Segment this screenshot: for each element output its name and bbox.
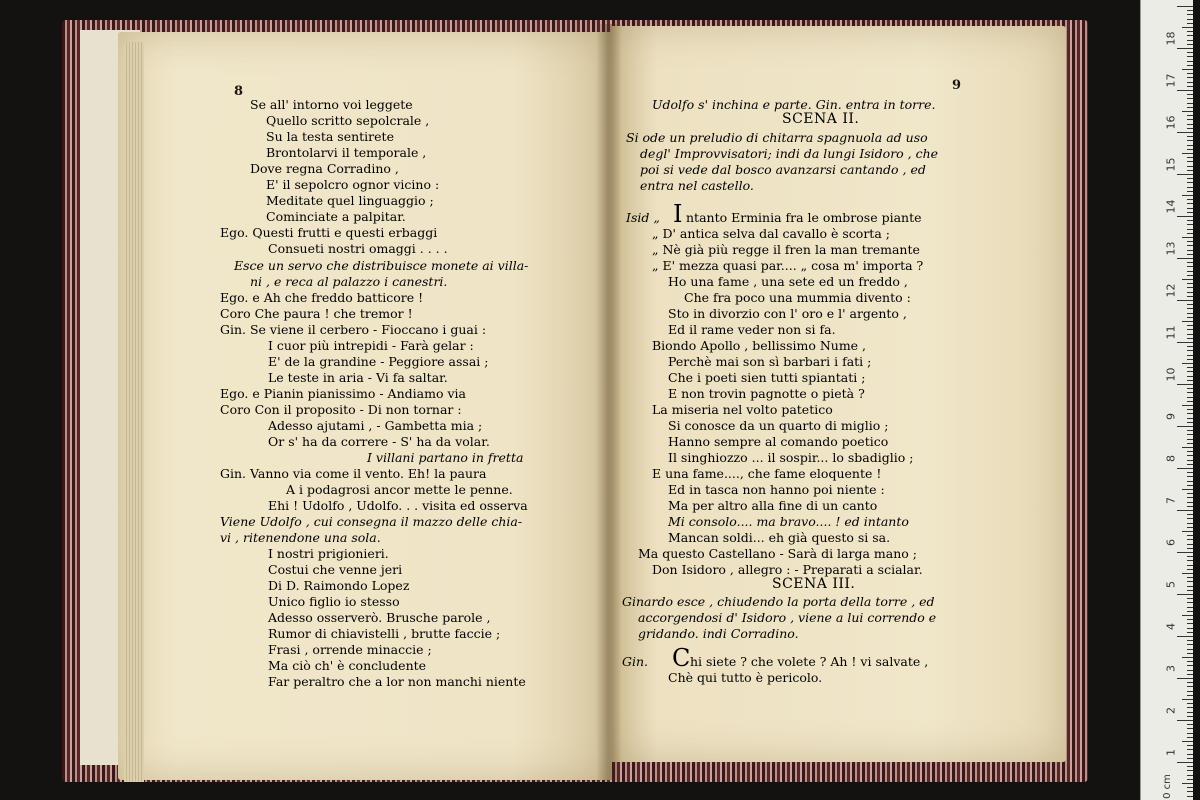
ruler-tick (1187, 119, 1193, 120)
ruler-tick (1187, 23, 1193, 24)
ruler-tick (1187, 451, 1193, 452)
ruler-tick (1187, 728, 1193, 729)
ruler-number: 3 (1164, 665, 1178, 672)
ruler-tick (1182, 489, 1193, 490)
ruler-tick (1187, 397, 1193, 398)
ruler-tick (1187, 460, 1193, 461)
speaker-label: Gin. (622, 654, 649, 669)
ruler-tick (1182, 195, 1193, 196)
text-line: Si conosce da un quarto di miglio ; (668, 418, 889, 433)
ruler-tick (1187, 548, 1193, 549)
ruler-tick (1187, 334, 1193, 335)
ruler-tick (1187, 611, 1193, 612)
ruler-tick (1187, 464, 1193, 465)
text-line: Meditate quel linguaggio ; (266, 193, 434, 208)
ruler-tick (1182, 27, 1193, 28)
stage-direction: Esce un servo che distribuisce monete ai villa- (234, 258, 529, 273)
ruler-tick (1187, 703, 1193, 704)
ruler-tick (1187, 329, 1193, 330)
ruler-tick (1187, 308, 1193, 309)
ruler-tick (1187, 73, 1193, 74)
ruler-tick (1187, 691, 1193, 692)
text-line: Mancan soldi... eh già questo si sa. (668, 530, 891, 545)
text-line: Il singhiozzo ... il sospir... lo sbadiglio ; (668, 450, 914, 465)
text-line: E non trovin pagnotte o pietà ? (668, 386, 865, 401)
ruler-tick (1187, 497, 1193, 498)
text-line: Perchè mai son sì barbari i fati ; (668, 354, 872, 369)
ruler-tick (1187, 607, 1193, 608)
stage-direction: accorgendosi d' Isidoro , viene a lui correndo e (638, 610, 937, 625)
text-line: Quello scritto sepolcrale , (266, 113, 430, 128)
text-line: Consueti nostri omaggi . . . . (268, 241, 448, 256)
text-line: Ma ciò ch' è concludente (268, 658, 427, 673)
ruler-tick (1182, 573, 1193, 574)
ruler-tick (1177, 426, 1193, 427)
stage-direction: vi , ritenendone una sola. (220, 530, 381, 545)
ruler-tick (1187, 476, 1193, 477)
ruler-number: 11 (1164, 325, 1178, 340)
text-line: Cominciate a palpitar. (266, 209, 406, 224)
text-line: „ Nè già più regge il fren la man tremante (652, 242, 920, 257)
ruler-number: 18 (1164, 31, 1178, 46)
ruler-tick (1187, 94, 1193, 95)
drop-cap: I (673, 200, 683, 228)
ruler-number: 4 (1164, 623, 1178, 630)
ruler-tick (1187, 661, 1193, 662)
ruler-tick (1187, 481, 1193, 482)
ruler-number: 13 (1164, 241, 1178, 256)
ruler-tick (1182, 447, 1193, 448)
ruler-tick (1187, 485, 1193, 486)
ruler-tick (1182, 111, 1193, 112)
ruler-tick (1187, 712, 1193, 713)
ruler-tick (1187, 749, 1193, 750)
ruler-number: 12 (1164, 283, 1178, 298)
ruler-tick (1187, 166, 1193, 167)
ruler-tick (1177, 174, 1193, 175)
ruler-tick (1177, 48, 1193, 49)
ruler-tick (1182, 279, 1193, 280)
ruler-tick (1187, 758, 1193, 759)
ruler-tick (1187, 292, 1193, 293)
ruler-tick (1187, 338, 1193, 339)
text-line: Chè qui tutto è pericolo. (668, 670, 823, 685)
ruler-tick (1187, 770, 1193, 771)
ruler-tick (1187, 98, 1193, 99)
book-gutter (596, 24, 622, 780)
ruler-tick (1187, 796, 1193, 797)
ruler-tick (1187, 502, 1193, 503)
ruler-tick (1187, 371, 1193, 372)
ruler-tick (1187, 103, 1193, 104)
text-line: E' il sepolcro ognor vicino : (266, 177, 440, 192)
ruler-tick (1177, 342, 1193, 343)
ruler-tick (1187, 569, 1193, 570)
ruler-tick (1187, 682, 1193, 683)
text-line: Di D. Raimondo Lopez (268, 578, 410, 593)
ruler-number: 15 (1164, 157, 1178, 172)
ruler-tick (1187, 35, 1193, 36)
ruler-tick (1187, 245, 1193, 246)
ruler-tick (1187, 707, 1193, 708)
ruler-tick (1182, 741, 1193, 742)
text-line: Hanno sempre al comando poetico (668, 434, 889, 449)
scene-heading: SCENA II. (782, 111, 860, 127)
stage-direction: ni , e reca al palazzo i canestri. (250, 274, 448, 289)
ruler-tick (1187, 644, 1193, 645)
ruler-tick (1187, 602, 1193, 603)
ruler-tick (1187, 140, 1193, 141)
ruler-tick (1187, 409, 1193, 410)
ruler-tick (1187, 518, 1193, 519)
ruler-tick (1187, 355, 1193, 356)
ruler-tick (1182, 531, 1193, 532)
ruler-tick (1187, 52, 1193, 53)
ruler-tick (1187, 149, 1193, 150)
ruler-tick (1187, 628, 1193, 629)
ruler-tick (1187, 304, 1193, 305)
ruler-tick (1187, 56, 1193, 57)
ruler-tick (1187, 367, 1193, 368)
ruler-tick (1187, 640, 1193, 641)
ruler-tick (1182, 699, 1193, 700)
ruler-tick (1177, 678, 1193, 679)
ruler-tick (1187, 350, 1193, 351)
ruler-tick (1187, 581, 1193, 582)
ruler-tick (1177, 468, 1193, 469)
text-line: Coro Con il proposito - Di non tornar : (220, 402, 462, 417)
text-line: Gin. Vanno via come il vento. Eh! la paura (220, 466, 487, 481)
ruler-tick (1187, 523, 1193, 524)
ruler-tick (1177, 636, 1193, 637)
text-line: La miseria nel volto patetico (652, 402, 833, 417)
ruler-tick (1187, 14, 1193, 15)
ruler-tick (1187, 455, 1193, 456)
ruler-tick (1187, 283, 1193, 284)
ruler-tick (1187, 220, 1193, 221)
page-number: 9 (952, 78, 962, 93)
ruler-tick (1182, 69, 1193, 70)
stage-direction: entra nel castello. (640, 178, 754, 193)
ruler-tick (1187, 527, 1193, 528)
ruler-tick (1187, 745, 1193, 746)
ruler-tick (1187, 203, 1193, 204)
ruler-tick (1187, 422, 1193, 423)
ruler-tick (1187, 590, 1193, 591)
text-line: Ma per altro alla fine di un canto (668, 498, 878, 513)
stage-direction: gridando. indi Corradino. (638, 626, 799, 641)
ruler-tick (1177, 258, 1193, 259)
ruler-tick (1187, 161, 1193, 162)
ruler-tick (1187, 392, 1193, 393)
ruler-tick (1187, 262, 1193, 263)
text-line: Or s' ha da correre - S' ha da volar. (268, 434, 490, 449)
measuring-ruler (1140, 0, 1193, 800)
text-line: Mi consolo.... ma bravo.... ! ed intanto (668, 514, 909, 529)
text-line: Brontolarvi il temporale , (266, 145, 427, 160)
ruler-tick (1177, 510, 1193, 511)
ruler-tick (1187, 145, 1193, 146)
text-line: Ed in tasca non hanno poi niente : (668, 482, 885, 497)
ruler-tick (1187, 82, 1193, 83)
ruler-tick (1187, 401, 1193, 402)
ruler-tick (1187, 506, 1193, 507)
ruler-tick (1182, 153, 1193, 154)
ruler-tick (1187, 317, 1193, 318)
text-line: Gin. Se viene il cerbero - Fioccano i guai : (220, 322, 487, 337)
text-line: Rumor di chiavistelli , brutte faccie ; (268, 626, 501, 641)
ruler-tick (1187, 623, 1193, 624)
ruler-tick (1187, 577, 1193, 578)
text-line: „ D' antica selva dal cavallo è scorta ; (652, 226, 890, 241)
ruler-tick (1187, 586, 1193, 587)
ruler-tick (1187, 229, 1193, 230)
ruler-number: 2 (1164, 707, 1178, 714)
text-line: hi siete ? che volete ? Ah ! vi salvate , (690, 654, 929, 669)
ruler-tick (1182, 405, 1193, 406)
ruler-number: 7 (1164, 497, 1178, 504)
stage-direction: I villani partano in fretta (367, 450, 524, 465)
ruler-tick (1187, 388, 1193, 389)
ruler-tick (1187, 766, 1193, 767)
text-line: Che i poeti sien tutti spiantati ; (668, 370, 866, 385)
text-line: Le teste in aria - Vi fa saltar. (268, 370, 448, 385)
ruler-tick (1187, 632, 1193, 633)
text-line: Ego. e Pianin pianissimo - Andiamo via (220, 386, 466, 401)
ruler-tick (1187, 44, 1193, 45)
ruler-tick (1182, 615, 1193, 616)
text-line: A i podagrosi ancor mette le penne. (286, 482, 513, 497)
ruler-tick (1187, 212, 1193, 213)
ruler-tick (1187, 19, 1193, 20)
ruler-tick (1187, 124, 1193, 125)
ruler-tick (1187, 254, 1193, 255)
page-number: 8 (234, 84, 244, 99)
ruler-tick (1187, 187, 1193, 188)
ruler-tick (1177, 384, 1193, 385)
ruler-tick (1187, 241, 1193, 242)
ruler-tick (1187, 313, 1193, 314)
text-line: Se all' intorno voi leggete (250, 97, 413, 112)
text-line: Su la testa sentirete (266, 129, 394, 144)
ruler-number: 10 (1164, 367, 1178, 382)
ruler-tick (1187, 182, 1193, 183)
ruler-tick (1187, 325, 1193, 326)
ruler-tick (1187, 136, 1193, 137)
ruler-tick (1187, 430, 1193, 431)
ruler-tick (1177, 762, 1193, 763)
text-line: Ego. e Ah che freddo batticore ! (220, 290, 424, 305)
ruler-tick (1187, 413, 1193, 414)
text-line: Biondo Apollo , bellissimo Nume , (652, 338, 867, 353)
ruler-tick (1187, 724, 1193, 725)
text-line: Don Isidoro , allegro : - Preparati a scialar. (652, 562, 923, 577)
ruler-tick (1187, 539, 1193, 540)
ruler-tick (1187, 565, 1193, 566)
ruler-tick (1187, 535, 1193, 536)
text-line: I nostri prigionieri. (268, 546, 389, 561)
ruler-tick (1187, 733, 1193, 734)
ruler-tick (1177, 552, 1193, 553)
ruler-tick (1187, 716, 1193, 717)
ruler-tick (1187, 250, 1193, 251)
ruler-tick (1187, 157, 1193, 158)
text-line: Far peraltro che a lor non manchi niente (268, 674, 526, 689)
ruler-tick (1187, 61, 1193, 62)
ruler-tick (1187, 775, 1193, 776)
text-line: Costui che venne jeri (268, 562, 403, 577)
ruler-tick (1187, 443, 1193, 444)
ruler-tick (1187, 224, 1193, 225)
ruler-tick (1187, 791, 1193, 792)
ruler-tick (1177, 90, 1193, 91)
ruler-tick (1187, 514, 1193, 515)
ruler-tick (1187, 619, 1193, 620)
ruler-tick (1187, 649, 1193, 650)
ruler-number: 9 (1164, 413, 1178, 420)
ruler-tick (1182, 321, 1193, 322)
ruler-tick (1177, 6, 1193, 7)
stage-direction: Ginardo esce , chiudendo la porta della torre , ed (622, 594, 935, 609)
ruler-tick (1187, 271, 1193, 272)
ruler-tick (1187, 266, 1193, 267)
ruler-tick (1187, 674, 1193, 675)
stage-direction: Udolfo s' inchina e parte. Gin. entra in torre. (652, 97, 936, 112)
ruler-tick (1187, 665, 1193, 666)
ruler-tick (1187, 346, 1193, 347)
ruler-tick (1187, 695, 1193, 696)
ruler-tick (1187, 472, 1193, 473)
text-line: Frasi , orrende minaccie ; (268, 642, 432, 657)
text-line: Ma questo Castellano - Sarà di larga mano ; (638, 546, 917, 561)
ruler-tick (1182, 237, 1193, 238)
ruler-tick (1187, 178, 1193, 179)
text-line: Ed il rame veder non si fa. (668, 322, 836, 337)
text-line: „ E' mezza quasi par.... „ cosa m' importa ? (652, 258, 924, 273)
stage-direction: Viene Udolfo , cui consegna il mazzo delle chia- (220, 514, 523, 529)
ruler-number: 8 (1164, 455, 1178, 462)
ruler-unit: 0 cm (1161, 774, 1173, 799)
ruler-tick (1187, 65, 1193, 66)
ruler-tick (1187, 296, 1193, 297)
text-line: Adesso ajutami , - Gambetta mia ; (268, 418, 483, 433)
ruler-tick (1187, 598, 1193, 599)
ruler-tick (1187, 418, 1193, 419)
ruler-tick (1177, 594, 1193, 595)
ruler-number: 1 (1164, 749, 1178, 756)
text-line: Dove regna Corradino , (250, 161, 399, 176)
text-line: Ego. Questi frutti e questi erbaggi (220, 225, 438, 240)
ruler-tick (1177, 720, 1193, 721)
ruler-tick (1187, 670, 1193, 671)
ruler-number: 6 (1164, 539, 1178, 546)
text-line: Coro Che paura ! che tremor ! (220, 306, 413, 321)
ruler-tick (1187, 77, 1193, 78)
ruler-tick (1187, 737, 1193, 738)
ruler-tick (1187, 754, 1193, 755)
ruler-tick (1187, 233, 1193, 234)
ruler-tick (1187, 170, 1193, 171)
text-line: Ehi ! Udolfo , Udolfo. . . visita ed osserva (268, 498, 528, 513)
scene-heading: SCENA III. (772, 576, 856, 592)
ruler-tick (1187, 31, 1193, 32)
ruler-tick (1187, 376, 1193, 377)
text-line: Adesso osserverò. Brusche parole , (268, 610, 491, 625)
ruler-number: 14 (1164, 199, 1178, 214)
ruler-tick (1177, 132, 1193, 133)
ruler-tick (1187, 544, 1193, 545)
ruler-tick (1187, 439, 1193, 440)
ruler-tick (1182, 363, 1193, 364)
ruler-tick (1187, 779, 1193, 780)
ruler-tick (1187, 380, 1193, 381)
ruler-tick (1187, 128, 1193, 129)
text-line: E una fame...., che fame eloquente ! (652, 466, 882, 481)
text-line: Ho una fame , una sete ed un freddo , (668, 274, 908, 289)
ruler-tick (1187, 686, 1193, 687)
ruler-tick (1187, 208, 1193, 209)
ruler-tick (1187, 191, 1193, 192)
text-line: I cuor più intrepidi - Farà gelar : (268, 338, 474, 353)
text-line: Unico figlio io stesso (268, 594, 400, 609)
ruler-tick (1187, 275, 1193, 276)
drop-cap: C (672, 644, 691, 672)
ruler-tick (1187, 434, 1193, 435)
speaker-label: Isid „ (626, 210, 660, 225)
ruler-tick (1187, 10, 1193, 11)
ruler-tick (1187, 86, 1193, 87)
ruler-tick (1182, 657, 1193, 658)
stage-direction: Si ode un preludio di chitarra spagnuola ad uso (626, 130, 928, 145)
text-line: Sto in divorzio con l' oro e l' argento , (668, 306, 907, 321)
ruler-number: 5 (1164, 581, 1178, 588)
page-stack-edge (124, 42, 144, 782)
ruler-tick (1187, 653, 1193, 654)
ruler-tick (1187, 359, 1193, 360)
ruler-tick (1182, 783, 1193, 784)
ruler-tick (1187, 787, 1193, 788)
text-line: E' de la grandine - Peggiore assai ; (268, 354, 489, 369)
ruler-tick (1187, 493, 1193, 494)
ruler-tick (1187, 115, 1193, 116)
ruler-tick (1187, 556, 1193, 557)
ruler-tick (1177, 216, 1193, 217)
ruler-number: 16 (1164, 115, 1178, 130)
text-line: Che fra poco una mummia divento : (684, 290, 911, 305)
stage-direction: poi si vede dal bosco avanzarsi cantando , ed (640, 162, 926, 177)
ruler-tick (1187, 287, 1193, 288)
ruler-tick (1187, 40, 1193, 41)
stage-direction: degl' Improvvisatori; indi da lungi Isidoro , che (640, 146, 939, 161)
ruler-tick (1177, 300, 1193, 301)
text-line: ntanto Erminia fra le ombrose piante (686, 210, 922, 225)
ruler-tick (1187, 560, 1193, 561)
ruler-number: 17 (1164, 73, 1178, 88)
ruler-tick (1187, 107, 1193, 108)
ruler-tick (1187, 199, 1193, 200)
